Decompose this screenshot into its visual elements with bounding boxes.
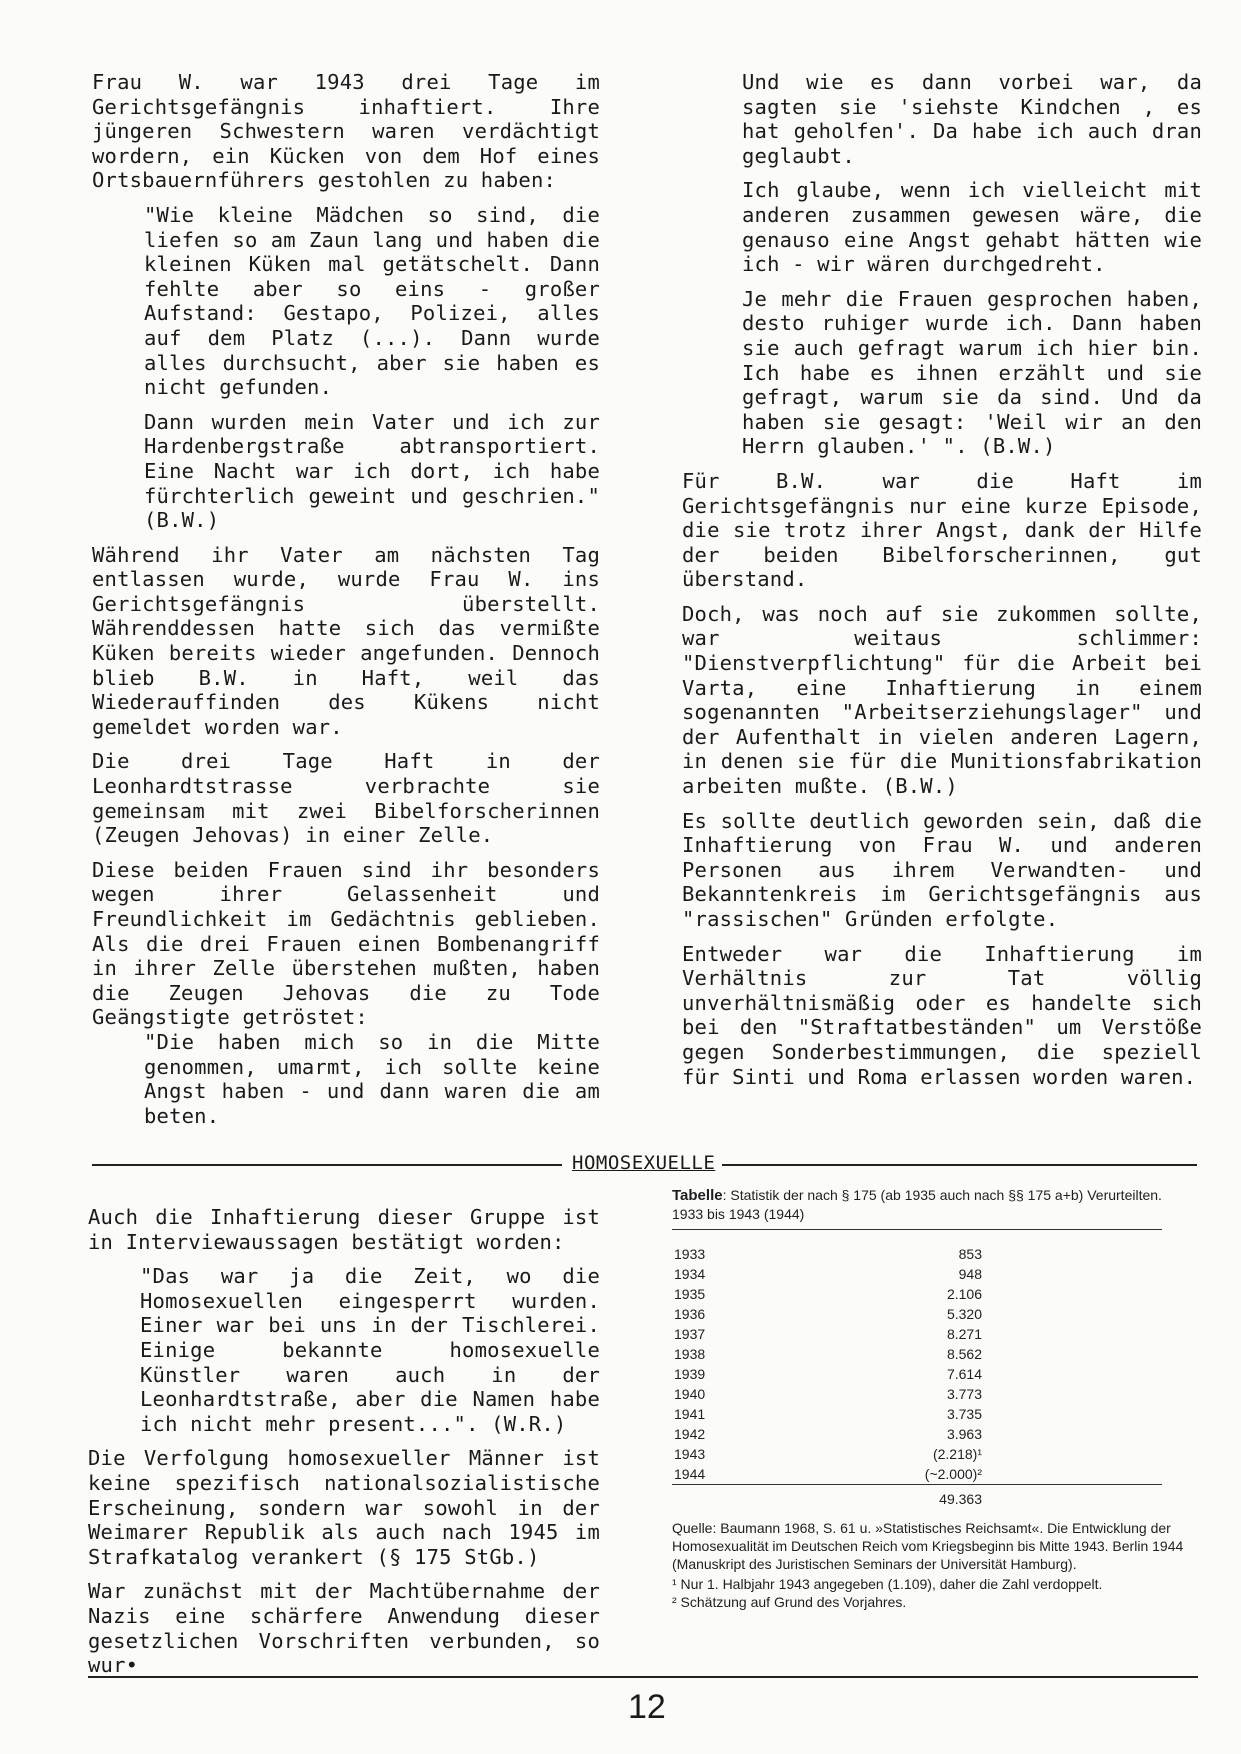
table-row (672, 1404, 1162, 1424)
footer-rule (88, 1676, 1198, 1678)
value-cell: 5.320 (946, 1306, 982, 1322)
total-label-cell (672, 1485, 735, 1510)
year-cell: 1941 (674, 1406, 706, 1422)
section-rule-left (92, 1164, 562, 1166)
value-cell: 948 (958, 1266, 982, 1282)
paragraph: Während ihr Vater am nächsten Tag entlassen wurde, wurde Frau W. ins Gerichtsgefängnis überstellt. Währenddessen hatte sich das vermißte Küken bereits wieder angefunden. Dennoch blieb B.W. in Haft, weil das Wiederauffinden des Kükens nicht gemeldet worden war. (92, 542, 600, 739)
paragraph: Frau W. war 1943 drei Tage im Gerichtsgefängnis inhaftiert. Ihre jüngeren Schwestern waren verdächtigt wordern, ein Kücken von dem Hof eines Ortsbauernführers gestohlen zu haben: (92, 70, 600, 193)
value-cell: (~2.000)² (735, 1464, 1162, 1485)
table-caption (672, 1186, 1196, 1223)
footnote: ² Schätzung auf Grund des Vorjahres. (672, 1594, 907, 1610)
table-row (672, 1364, 1162, 1384)
table-row (672, 1464, 1162, 1485)
year-cell: 1938 (674, 1346, 706, 1362)
footnote: ¹ Nur 1. Halbjahr 1943 angegeben (1.109), daher die Zahl verdoppelt. (672, 1576, 1103, 1592)
paragraph: Für B.W. war die Haft im Gerichtsgefängnis nur eine kurze Episode, die sie trotz ihrer Angst, dank der Hilfe der beiden Bibelforscherinnen, gut überstand. (682, 468, 1202, 592)
table-row (672, 1230, 1162, 1265)
statistics-table-block (672, 1186, 1196, 1611)
quote-paragraph: "Wie kleine Mädchen so sind, die liefen so am Zaun lang und haben die kleinen Küken mal getätschelt. Dann fehlte aber so eins - großer Aufstand: Gestapo, Polizei, alles auf dem Platz (...). Dann wurde alles durchsucht, aber sie haben es nicht gefunden. (144, 202, 600, 400)
table-source: Quelle: Baumann 1968, S. 61 u. »Statistisches Reichsamt«. Die Entwicklung der Homosexualität im Deutschen Reich vom Kriegsbeginn bis Mitte 1943. Berlin 1944 (Manuskript des Juristischen Seminars der Universität Hamburg). (672, 1520, 1184, 1572)
convictions-table (672, 1229, 1162, 1509)
value-cell: 8.271 (946, 1326, 982, 1342)
paragraph: Die drei Tage Haft in der Leonhardtstrasse verbrachte sie gemeinsam mit zwei Bibelforscherinnen (Zeugen Jehovas) in einer Zelle. (92, 749, 600, 848)
year-cell: 1943 (674, 1446, 706, 1462)
year-cell: 1940 (674, 1386, 706, 1402)
paragraph: Auch die Inhaftierung dieser Gruppe ist in Interviewaussagen bestätigt worden: (88, 1205, 600, 1254)
value-cell: 2.106 (946, 1286, 982, 1302)
paragraph: Diese beiden Frauen sind ihr besonders wegen ihrer Gelassenheit und Freundlichkeit im Gedächtnis geblieben. Als die drei Frauen einen Bombenangriff in ihrer Zelle überstehen mußten, haben die Zeugen Jehovas die zu Tode Geängstigte getröstet: (92, 857, 600, 1030)
table-footnotes (672, 1575, 1196, 1611)
value-cell: (2.218)¹ (932, 1446, 982, 1462)
quote-paragraph: Je mehr die Frauen gesprochen haben, desto ruhiger wurde ich. Dann haben sie auch gefragt warum ich hier bin. Ich habe es ihnen erzählt und sie gefragt, warum sie da sind. Und da haben sie gesagt: 'Weil wir an den Herrn glauben.' ". (B.W.) (742, 286, 1202, 459)
value-cell: 7.614 (946, 1366, 982, 1382)
table-row (672, 1344, 1162, 1364)
left-text-column (92, 70, 600, 1138)
quote-paragraph: "Die haben mich so in die Mitte genommen, umarmt, ich sollte keine Angst haben - und dann waren die am beten. (144, 1029, 600, 1128)
quote-paragraph: Und wie es dann vorbei war, da sagten sie 'siehste Kindchen , es hat geholfen'. Da habe ich auch dran geglaubt. (742, 70, 1202, 168)
quote-paragraph: Ich glaube, wenn ich vielleicht mit anderen zusammen gewesen wäre, die genauso eine Angst gehabt hätten wie ich - wir wären durchgedreht. (742, 178, 1202, 277)
right-text-column (682, 70, 1202, 1099)
value-cell: 3.963 (946, 1426, 982, 1442)
table-row (672, 1424, 1162, 1444)
value-cell: 3.735 (946, 1406, 982, 1422)
year-cell: 1937 (674, 1326, 706, 1342)
table-row (672, 1304, 1162, 1324)
total-value-cell: 49.363 (735, 1485, 1162, 1510)
value-cell: 853 (958, 1246, 982, 1262)
year-cell: 1944 (672, 1464, 735, 1485)
paragraph: Es sollte deutlich geworden sein, daß die Inhaftierung von Frau W. und anderen Personen aus ihrem Verwandten- und Bekanntenkreis im Gerichtsgefängnis aus "rassischen" Gründen erfolgte. (682, 808, 1202, 931)
year-cell: 1942 (674, 1426, 706, 1442)
table-row (672, 1444, 1162, 1464)
section-rule-right (722, 1164, 1197, 1166)
table-row (672, 1284, 1162, 1304)
year-cell: 1933 (674, 1246, 706, 1262)
page-number: 12 (628, 1688, 666, 1726)
paragraph: War zunächst mit der Machtübernahme der Nazis eine schärfere Anwendung dieser gesetzlichen Vorschriften verbunden, so wur• (88, 1579, 600, 1678)
year-cell: 1934 (674, 1266, 706, 1282)
table-row (672, 1324, 1162, 1344)
table-total-row (672, 1485, 1162, 1510)
quote-paragraph: Dann wurden mein Vater und ich zur Hardenbergstraße abtransportiert. Eine Nacht war ich dort, ich habe fürchterlich geweint und geschrien." (B.W.) (144, 409, 600, 533)
table-row (672, 1384, 1162, 1404)
year-cell: 1935 (674, 1286, 706, 1302)
paragraph: Entweder war die Inhaftierung im Verhältnis zur Tat völlig unverhältnismäßig oder es handelte sich bei den "Straftatbeständen" um Verstöße gegen Sonderbestimmungen, die speziell für Sinti und Roma erlassen worden waren. (682, 941, 1202, 1089)
section-heading: HOMOSEXUELLE (572, 1152, 716, 1174)
value-cell: 3.773 (946, 1386, 982, 1402)
paragraph: Die Verfolgung homosexueller Männer ist keine spezifisch nationalsozialistische Erscheinung, sondern war sowohl in der Weimarer Republik als auch nach 1945 im Strafkatalog verankert (§ 175 StGb.) (88, 1446, 600, 1569)
year-cell: 1936 (674, 1306, 706, 1322)
year-cell: 1939 (674, 1366, 706, 1382)
table-caption-text: : Statistik der nach § 175 (ab 1935 auch nach §§ 175 a+b) Verurteilten. 1933 bis 1943 (1944) (672, 1187, 1162, 1222)
paragraph: Doch, was noch auf sie zukommen sollte, war weitaus schlimmer: "Dienstverpflichtung" für die Arbeit bei Varta, eine Inhaftierung in einem sogenannten "Arbeitserziehungslager" und der Aufenthalt in vielen anderen Lagern, in denen sie für die Munitionsfabrikation arbeiten mußte. (B.W.) (682, 601, 1202, 799)
bottom-left-text-column (88, 1205, 600, 1688)
value-cell: 8.562 (946, 1346, 982, 1362)
table-label: Tabelle (672, 1187, 723, 1204)
table-row (672, 1264, 1162, 1284)
quote-paragraph: "Das war ja die Zeit, wo die Homosexuellen eingesperrt wurden. Einer war bei uns in der Tischlerei. Einige bekannte homosexuelle Künstler waren auch in der Leonhardtstraße, aber die Namen habe ich nicht mehr present...". (W.R.) (140, 1264, 600, 1436)
